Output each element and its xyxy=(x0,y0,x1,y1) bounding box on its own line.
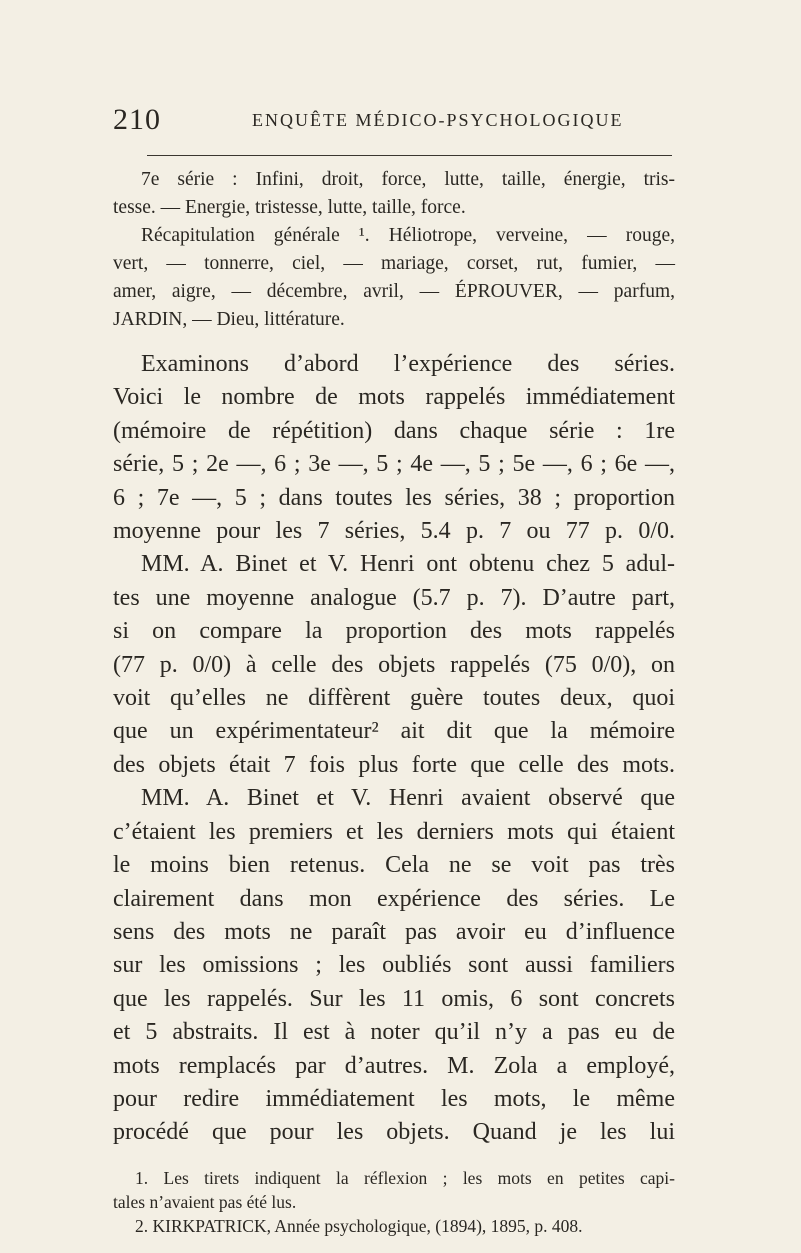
text-line: Récapitulation générale ¹. Héliotrope, verveine, — rouge, xyxy=(141,225,675,246)
text-line: 7e série : Infini, droit, force, lutte, taille, énergie, tris- xyxy=(141,169,675,190)
text-line: mots remplacés par d’autres. M. Zola a employé, xyxy=(113,1052,675,1079)
header-rule xyxy=(147,155,672,156)
footnotes xyxy=(113,1166,675,1238)
text-line: sens des mots ne paraît pas avoir eu d’influence xyxy=(113,918,675,945)
text-line: série, 5 ; 2e —, 6 ; 3e —, 5 ; 4e —, 5 ; 5e —, 6 ; 6e —, xyxy=(113,451,675,478)
text-line: et 5 abstraits. Il est à noter qu’il n’y a pas eu de xyxy=(113,1019,675,1046)
text-line: Voici le nombre de mots rappelés immédiatement xyxy=(113,384,675,411)
text-line: moyenne pour les 7 séries, 5.4 p. 7 ou 77 p. 0/0. xyxy=(113,518,675,545)
text-line: amer, aigre, — décembre, avril, — ÉPROUVER, — parfum, xyxy=(113,281,675,302)
footnote-line: tales n’avaient pas été lus. xyxy=(113,1192,297,1212)
page-header xyxy=(113,103,673,143)
text-line: (mémoire de répétition) dans chaque série : 1re xyxy=(113,417,675,444)
text-line: tes une moyenne analogue (5.7 p. 7). D’autre part, xyxy=(113,584,675,611)
text-line: (77 p. 0/0) à celle des objets rappelés (75 0/0), on xyxy=(113,651,675,678)
text-line: pour redire immédiatement les mots, le même xyxy=(113,1085,675,1112)
text-line: si on compare la proportion des mots rappelés xyxy=(113,618,675,645)
text-line: c’étaient les premiers et les derniers mots qui étaient xyxy=(113,818,675,845)
text-line: vert, — tonnerre, ciel, — mariage, corset, rut, fumier, — xyxy=(113,253,675,274)
page-number: 210 xyxy=(113,103,161,136)
text-line: voit qu’elles ne diffèrent guère toutes deux, quoi xyxy=(113,685,675,712)
text-line: le moins bien retenus. Cela ne se voit pas très xyxy=(113,852,675,879)
text-line: sur les omissions ; les oubliés sont aussi familiers xyxy=(113,952,675,979)
text-line: MM. A. Binet et V. Henri ont obtenu chez 5 adul- xyxy=(141,551,675,578)
footnote-line: 2. KIRKPATRICK, Année psychologique, (1894), 1895, p. 408. xyxy=(135,1216,583,1236)
body-paragraph xyxy=(113,348,675,1150)
text-line: MM. A. Binet et V. Henri avaient observé que xyxy=(141,785,675,812)
text-line: des objets était 7 fois plus forte que celle des mots. xyxy=(113,751,675,778)
text-line: 6 ; 7e —, 5 ; dans toutes les séries, 38 ; proportion xyxy=(113,484,675,511)
footnote-line: 1. Les tirets indiquent la réflexion ; les mots en petites capi- xyxy=(135,1168,675,1188)
text-line: Examinons d’abord l’expérience des séries. xyxy=(141,351,675,377)
text-line: tesse. — Energie, tristesse, lutte, taille, force. xyxy=(113,197,466,218)
series-paragraph xyxy=(113,166,675,334)
text-line: que un expérimentateur² ait dit que la mémoire xyxy=(113,718,675,745)
text-line: procédé que pour les objets. Quand je les lui xyxy=(113,1119,675,1146)
text-line: clairement dans mon expérience des séries. Le xyxy=(113,885,675,912)
text-line: que les rappelés. Sur les 11 omis, 6 sont concrets xyxy=(113,985,675,1012)
text-line: JARDIN, — Dieu, littérature. xyxy=(113,309,345,330)
running-title: ENQUÊTE MÉDICO-PSYCHOLOGIQUE xyxy=(252,110,624,130)
